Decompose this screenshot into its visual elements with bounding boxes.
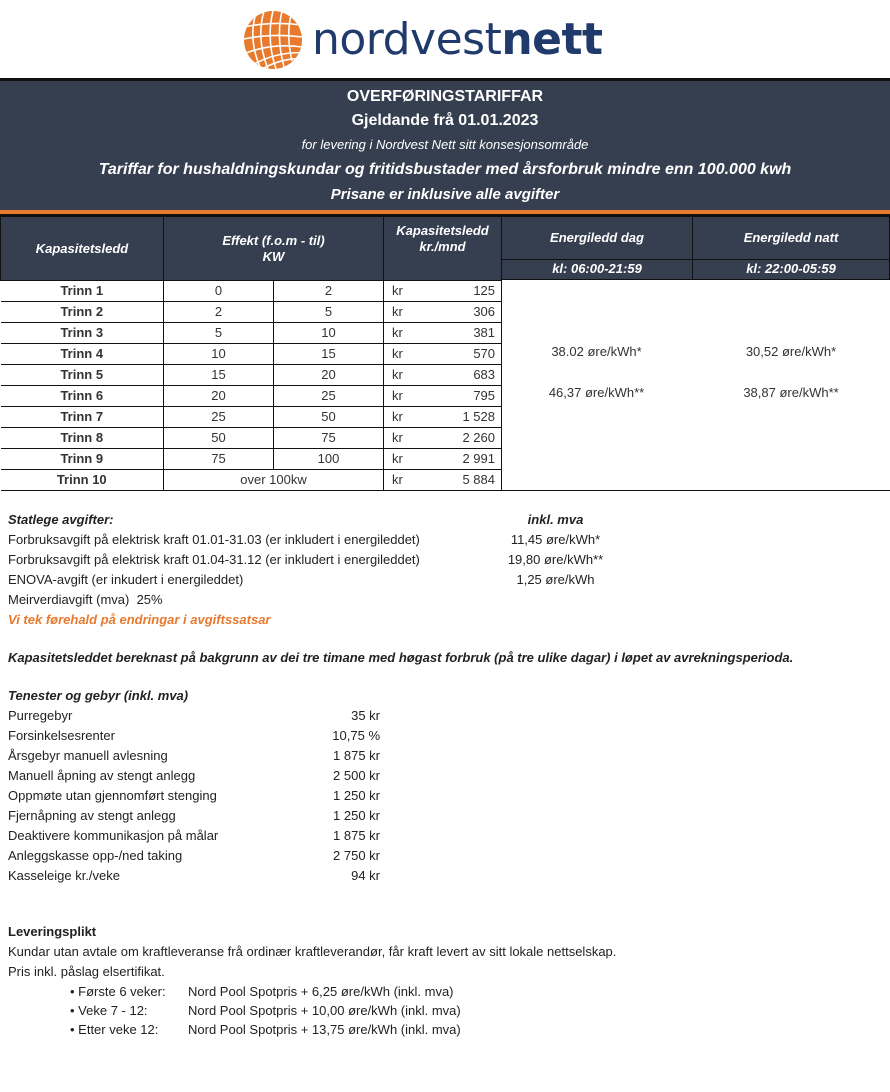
- title-banner: [0, 78, 890, 210]
- effect-to: 2: [274, 281, 384, 302]
- tax-value: 1,25 øre/kWh: [516, 572, 595, 587]
- effect-range: over 100kw: [164, 470, 384, 491]
- capacity-price: 2 260: [424, 428, 502, 449]
- fees-heading: Tenester og gebyr (inkl. mva): [8, 688, 189, 703]
- tariff-table-area: [0, 216, 890, 492]
- fee-label: Fjernåpning av stengt anlegg: [8, 808, 176, 823]
- bullet-label: • Etter veke 12:: [70, 1022, 159, 1037]
- energy-night-price-1: 30,52 øre/kWh*: [745, 344, 837, 359]
- night-hours: kl: 22:00-05:59: [692, 259, 890, 280]
- company-name: [312, 14, 603, 65]
- tax-item: [8, 550, 882, 570]
- tax-item: [8, 570, 882, 590]
- currency: kr: [384, 449, 424, 470]
- effect-to: 100: [274, 449, 384, 470]
- effect-from: 15: [164, 365, 274, 386]
- step-name: Trinn 1: [1, 281, 164, 302]
- fee-item: [8, 846, 882, 866]
- supply-section: [8, 922, 882, 1039]
- header-kap-price-unit: kr./mnd: [419, 239, 466, 254]
- spacer: [0, 886, 890, 922]
- currency: kr: [384, 281, 424, 302]
- supply-text: Kundar utan avtale om kraftleveranse frå ordinær kraftleverandør, får kraft levert av sitt lokale nettselskap.: [8, 944, 617, 959]
- tax-label: Forbruksavgift på elektrisk kraft 01.04-31.12 (er inkludert i energileddet): [8, 552, 420, 567]
- effect-from: 0: [164, 281, 274, 302]
- supply-bullet: [8, 982, 882, 1001]
- effect-from: 20: [164, 386, 274, 407]
- capacity-note: Kapasitetsleddet bereknast på bakgrunn av dei tre timane med høgast forbruk (på tre ulike dagar) i løpet av avrekningsperioda.: [8, 650, 794, 665]
- fee-label: Manuell åpning av stengt anlegg: [8, 768, 196, 783]
- fee-value: 2 750 kr: [333, 848, 380, 863]
- currency: kr: [384, 323, 424, 344]
- bullet-label: • Første 6 veker:: [70, 984, 166, 999]
- fee-item: [8, 826, 882, 846]
- currency: kr: [384, 386, 424, 407]
- effect-to: 10: [274, 323, 384, 344]
- currency: kr: [384, 365, 424, 386]
- currency: kr: [384, 428, 424, 449]
- step-name: Trinn 6: [1, 386, 164, 407]
- tax-label: Forbruksavgift på elektrisk kraft 01.01-31.03 (er inkludert i energileddet): [8, 532, 420, 547]
- globe-icon: [242, 9, 304, 71]
- fee-label: Purregebyr: [8, 708, 73, 723]
- capacity-price: 683: [424, 365, 502, 386]
- currency: kr: [384, 470, 424, 491]
- bullet-value: Nord Pool Spotpris + 13,75 øre/kWh (inkl. mva): [188, 1022, 461, 1037]
- effect-to: 25: [274, 386, 384, 407]
- fee-item: [8, 866, 882, 886]
- day-hours: kl: 06:00-21:59: [501, 259, 693, 280]
- fee-label: Oppmøte utan gjennomført stenging: [8, 788, 217, 803]
- energy-prices: [501, 280, 890, 491]
- effect-from: 50: [164, 428, 274, 449]
- step-name: Trinn 9: [1, 449, 164, 470]
- energy-day-price-2: 46,37 øre/kWh**: [548, 385, 645, 400]
- header-kap-price: [384, 217, 502, 281]
- fee-value: 1 875 kr: [333, 748, 380, 763]
- effect-to: 5: [274, 302, 384, 323]
- document-title: OVERFØRINGSTARIFFAR: [346, 88, 544, 105]
- taxes-heading-row: [8, 510, 882, 530]
- tax-item: [8, 530, 882, 550]
- tariff-row: [1, 344, 502, 365]
- effect-to: 50: [274, 407, 384, 428]
- bullet-value: Nord Pool Spotpris + 6,25 øre/kWh (inkl. mva): [188, 984, 454, 999]
- company-name-bold: nett: [501, 14, 603, 65]
- tariff-row: [1, 281, 502, 302]
- capacity-price: 2 991: [424, 449, 502, 470]
- fee-item: [8, 786, 882, 806]
- area-note: for levering i Nordvest Nett sitt konsesjonsområde: [301, 137, 589, 152]
- subtitle: Tariffar for hushaldningskundar og fritidsbustader med årsforbruk mindre enn 100.000 kwh: [98, 161, 792, 178]
- capacity-price: 795: [424, 386, 502, 407]
- fee-item: [8, 746, 882, 766]
- tax-value: 11,45 øre/kWh*: [510, 532, 601, 547]
- energy-night-prices: [692, 280, 890, 490]
- currency: kr: [384, 344, 424, 365]
- valid-from: Gjeldande frå 01.01.2023: [351, 112, 539, 129]
- currency: kr: [384, 302, 424, 323]
- step-name: Trinn 5: [1, 365, 164, 386]
- spacer: [0, 492, 890, 510]
- spacer: [0, 630, 890, 648]
- tax-disclaimer: Vi tek førehald på endringar i avgiftssatsar: [8, 612, 271, 627]
- effect-from: 25: [164, 407, 274, 428]
- supply-bullet: [8, 1020, 882, 1039]
- price-note: Prisane er inklusive alle avgifter: [330, 186, 560, 203]
- capacity-price: 1 528: [424, 407, 502, 428]
- energy-day-price-1: 38.02 øre/kWh*: [551, 344, 642, 359]
- effect-to: 15: [274, 344, 384, 365]
- capacity-price: 570: [424, 344, 502, 365]
- fee-value: 2 500 kr: [333, 768, 380, 783]
- tariff-row: [1, 365, 502, 386]
- header-effekt: [164, 217, 384, 281]
- header-effekt-text: Effekt (f.o.m - til): [222, 232, 325, 248]
- step-name: Trinn 2: [1, 302, 164, 323]
- tariff-row: [1, 386, 502, 407]
- supply-heading: Leveringsplikt: [8, 924, 97, 939]
- effect-from: 5: [164, 323, 274, 344]
- taxes-heading: Statlege avgifter:: [8, 512, 114, 527]
- fee-label: Anleggskasse opp-/ned taking: [8, 848, 183, 863]
- tariff-row: [1, 323, 502, 344]
- energy-night-price-2: 38,87 øre/kWh**: [743, 385, 839, 400]
- step-name: Trinn 8: [1, 428, 164, 449]
- header-kapasitetsledd-text: Kapasitetsledd: [35, 240, 129, 256]
- tariff-row: [1, 428, 502, 449]
- capacity-price: 125: [424, 281, 502, 302]
- step-name: Trinn 4: [1, 344, 164, 365]
- effect-to: 75: [274, 428, 384, 449]
- tax-value: 19,80 øre/kWh**: [507, 552, 604, 567]
- fee-item: [8, 766, 882, 786]
- header-effekt-unit: KW: [262, 248, 285, 264]
- header-kapasitetsledd: [1, 217, 164, 281]
- fee-value: 35 kr: [351, 708, 380, 723]
- effect-to: 20: [274, 365, 384, 386]
- energy-header: [501, 216, 890, 280]
- step-name: Trinn 3: [1, 323, 164, 344]
- fee-label: Kasseleige kr./veke: [8, 868, 121, 883]
- fee-value: 1 250 kr: [333, 788, 380, 803]
- step-name: Trinn 10: [1, 470, 164, 491]
- capacity-price: 306: [424, 302, 502, 323]
- company-name-light: nordvest: [312, 14, 502, 65]
- capacity-price: 5 884: [424, 470, 502, 491]
- fee-label: Forsinkelsesrenter: [8, 728, 115, 743]
- effect-from: 10: [164, 344, 274, 365]
- header-kap-price-text: Kapasitetsledd: [396, 223, 489, 238]
- tax-label: ENOVA-avgift (er inkudert i energileddet): [8, 572, 244, 587]
- fee-item: [8, 706, 882, 726]
- supply-bullet: [8, 1001, 882, 1020]
- effect-from: 2: [164, 302, 274, 323]
- tariff-row: [1, 302, 502, 323]
- header-energy-day: Energiledd dag: [501, 216, 693, 260]
- logo-area: [0, 0, 890, 78]
- fee-label: Deaktivere kommunikasjon på målar: [8, 828, 219, 843]
- capacity-price: 381: [424, 323, 502, 344]
- fee-value: 10,75 %: [332, 728, 380, 743]
- tariff-table: [0, 216, 502, 491]
- fee-item: [8, 726, 882, 746]
- fees-list: [8, 706, 882, 886]
- energy-day-prices: [501, 280, 692, 490]
- fee-label: Årsgebyr manuell avlesning: [8, 748, 168, 763]
- taxes-col-heading: inkl. mva: [527, 512, 584, 527]
- fees-section: [8, 686, 882, 886]
- spacer: [0, 668, 890, 686]
- header-energy-night: Energiledd natt: [692, 216, 890, 260]
- tariff-row: [1, 449, 502, 470]
- vat-line: Meirverdiavgift (mva) 25%: [8, 592, 163, 607]
- bullet-value: Nord Pool Spotpris + 10,00 øre/kWh (inkl. mva): [188, 1003, 461, 1018]
- fee-value: 94 kr: [351, 868, 380, 883]
- currency: kr: [384, 407, 424, 428]
- tariff-row: [1, 407, 502, 428]
- effect-from: 75: [164, 449, 274, 470]
- step-name: Trinn 7: [1, 407, 164, 428]
- fee-value: 1 250 kr: [333, 808, 380, 823]
- fee-item: [8, 806, 882, 826]
- bullet-label: • Veke 7 - 12:: [70, 1003, 148, 1018]
- supply-price-note: Pris inkl. påslag elsertifikat.: [8, 964, 165, 979]
- fee-value: 1 875 kr: [333, 828, 380, 843]
- company-logo: [242, 8, 603, 72]
- taxes-section: [8, 510, 882, 630]
- tariff-row: [1, 470, 502, 491]
